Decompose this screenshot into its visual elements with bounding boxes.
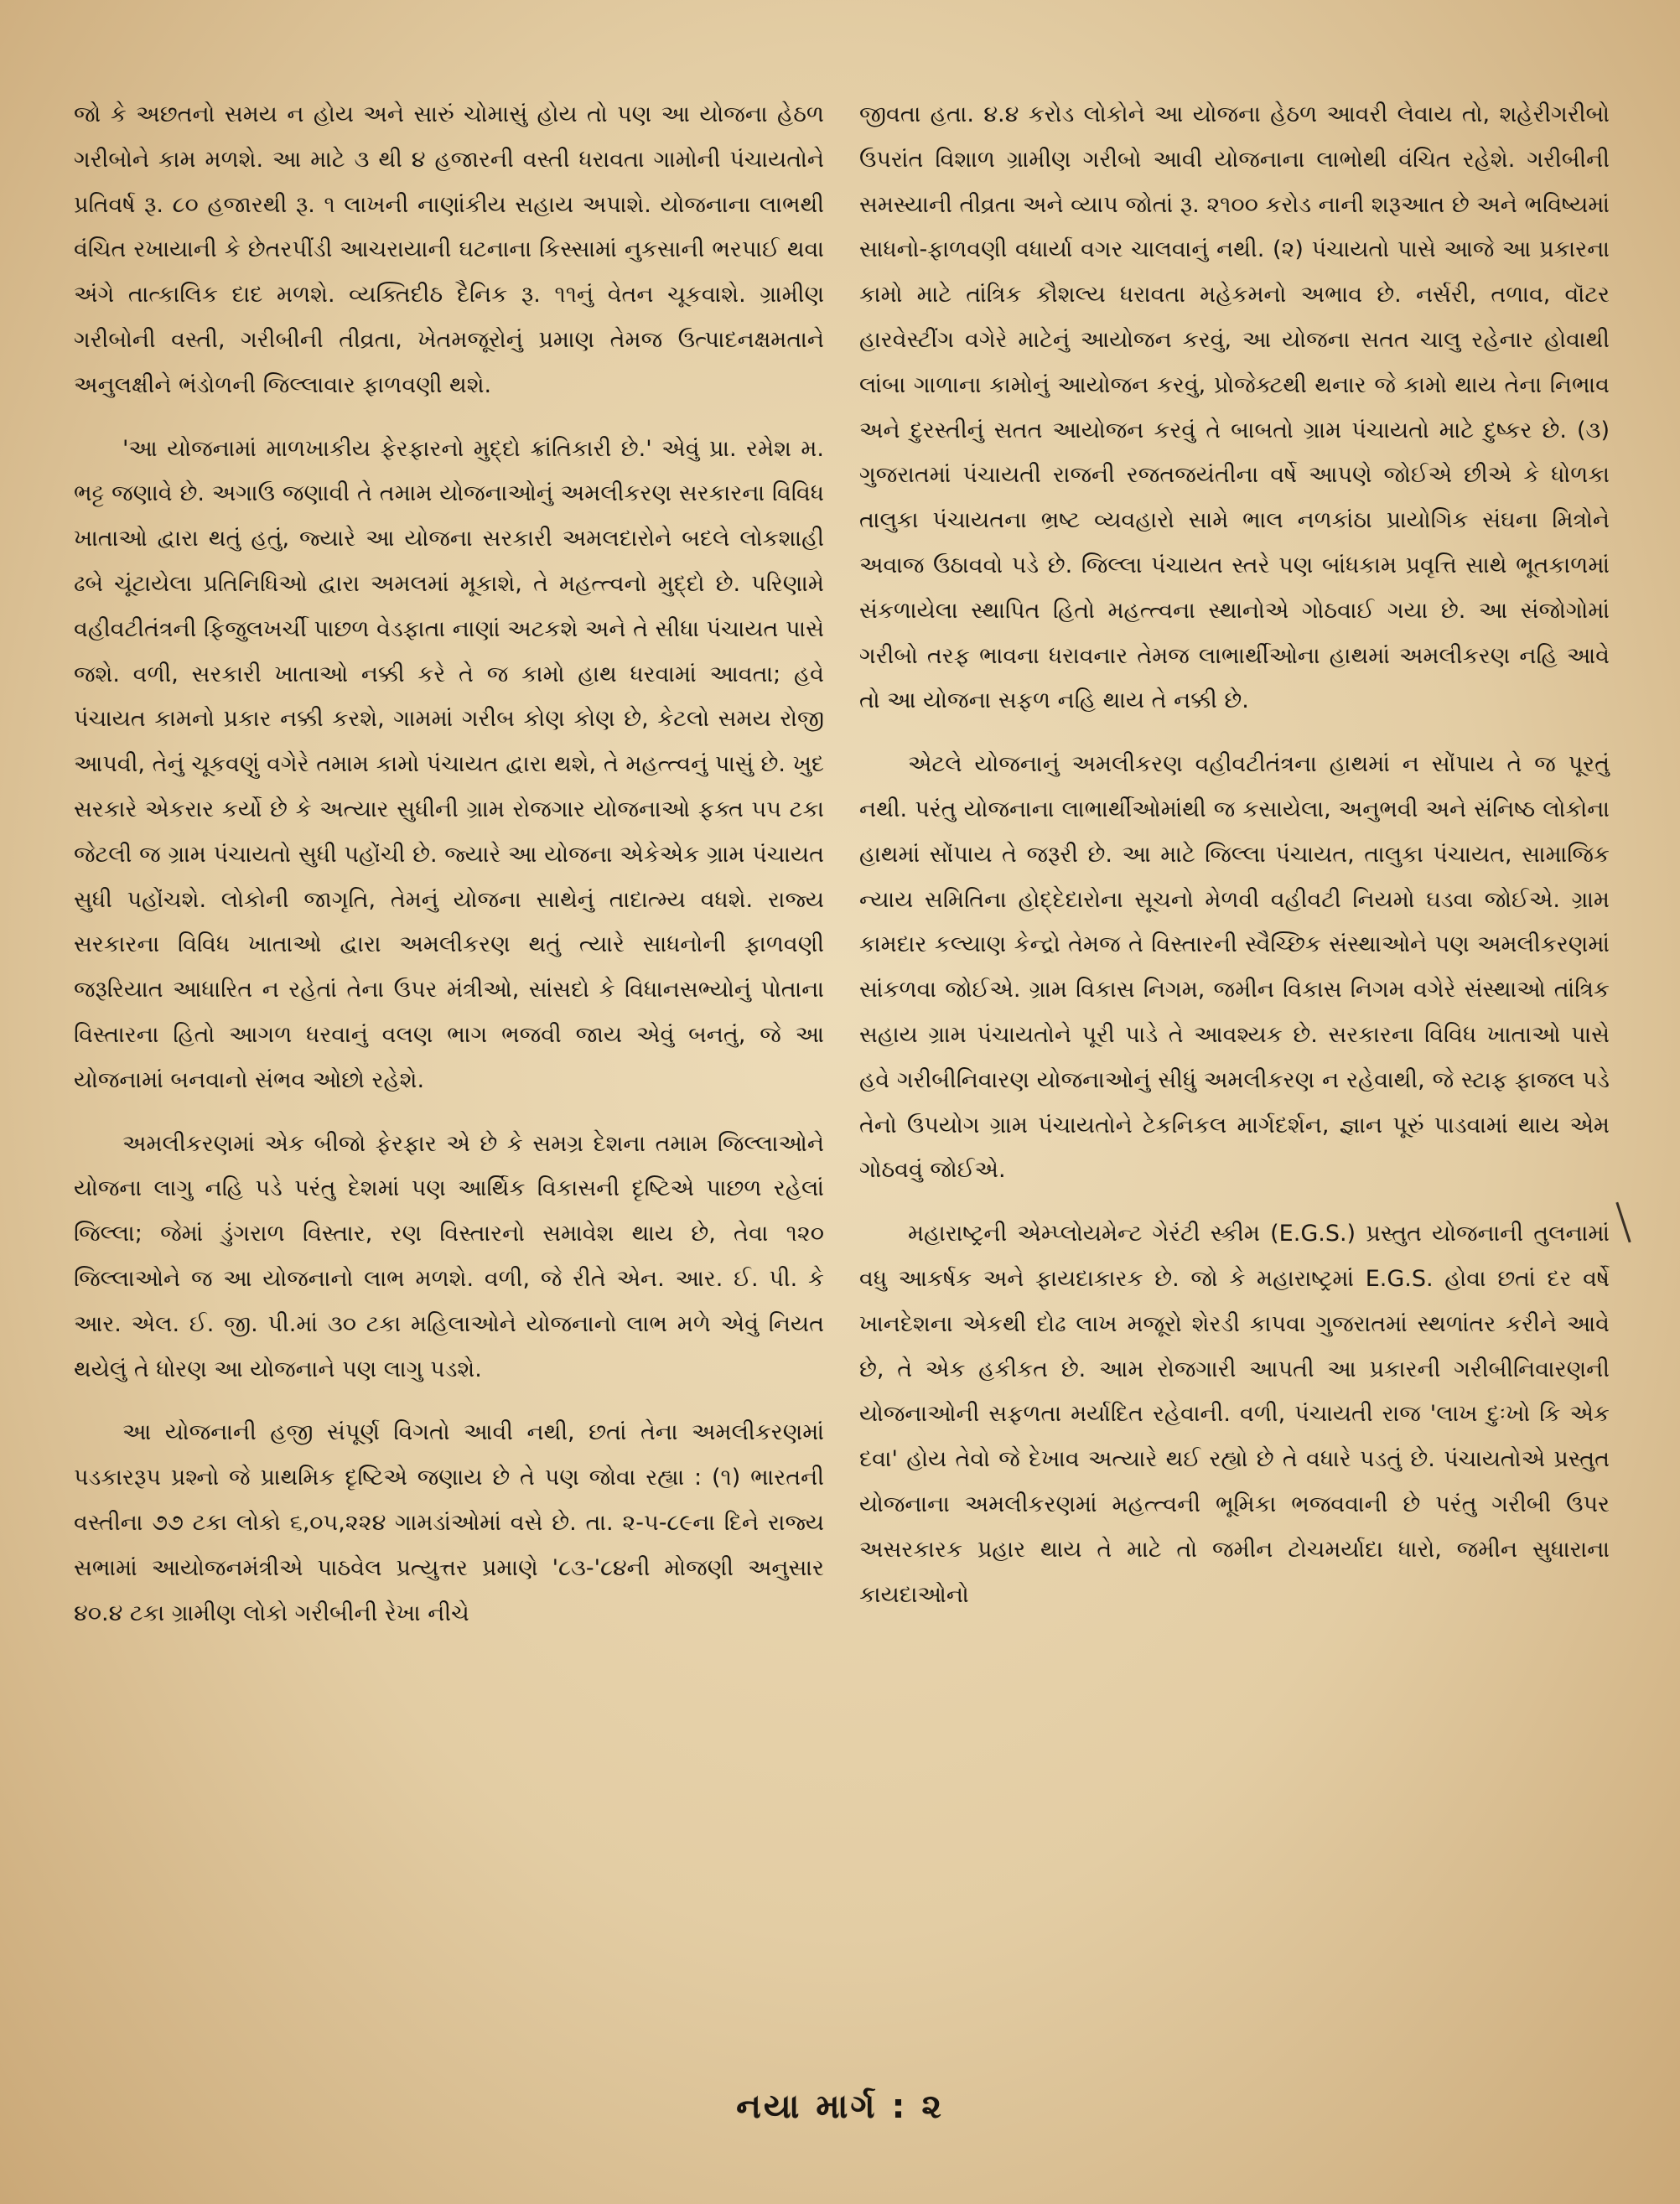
left-paragraph-1: જો કે અછતનો સમય ન હોય અને સારું ચોમાસું હોય તો પણ આ યોજના હેઠળ ગરીબોને કામ મળશે. આ માટે ૩ થી ૪ હજારની વસ્તી ધરાવતા ગામોની પંચાયતોને પ્રતિવર્ષ રૂ. ૮૦ હજારથી રૂ. ૧ લાખની નાણાંકીય સહાય અપાશે. યોજનાના લાભથી વંચિત રખાયાની કે છેતરપીંડી આચરાયાની ઘટનાના કિસ્સામાં નુકસાની ભરપાઈ થવા અંગે તાત્કાલિક દાદ મળશે. વ્યક્તિદીઠ દૈનિક રૂ. ૧૧નું વેતન ચૂકવાશે. ગ્રામીણ ગરીબોની વસ્તી, ગરીબીની તીવ્રતા, ખેતમજૂરોનું પ્રમાણ તેમજ ઉત્પાદનક્ષમતાને અનુલક્ષીને ભંડોળની જિલ્લાવાર ફાળવણી થશે. — [74, 101, 824, 398]
right-paragraph-3: મહારાષ્ટ્રની એમ્પ્લોયમેન્ટ ગેરંટી સ્કીમ (E.G.S.) પ્રસ્તુત યોજનાની તુલનામાં વધુ આકર્ષક અને ફાયદાકારક છે. જો કે મહારાષ્ટ્રમાં E.G.S. હોવા છતાં દર વર્ષે ખાનદેશના એકથી દોઢ લાખ મજૂરો શેરડી કાપવા ગુજરાતમાં સ્થળાંતર કરીને આવે છે, તે એક હકીકત છે. આમ રોજગારી આપતી આ પ્રકારની ગરીબીનિવારણની યોજનાઓની સફળતા મર્યાદિત રહેવાની. વળી, પંચાયતી રાજ 'લાખ દુઃખો કિ એક દવા' હોય તેવો જે દેખાવ અત્યારે થઈ રહ્યો છે તે વધારે પડતું છે. પંચાયતોએ પ્રસ્તુત યોજનાના અમલીકરણમાં મહત્ત્વની ભૂમિકા ભજવવાની છે પરંતુ ગરીબી ઉપર અસરકારક પ્રહાર થાય તે માટે તો જમીન ટોચમર્યાદા ધારો, જમીન સુધારાના કાયદાઓનો — [859, 1221, 1610, 1608]
right-paragraph-2: એટલે યોજનાનું અમલીકરણ વહીવટીતંત્રના હાથમાં ન સોંપાય તે જ પૂરતું નથી. પરંતુ યોજનાના લાભાર્થીઓમાંથી જ કસાયેલા, અનુભવી અને સંનિષ્ઠ લોકોના હાથમાં સોંપાય તે જરૂરી છે. આ માટે જિલ્લા પંચાયત, તાલુકા પંચાયત, સામાજિક ન્યાય સમિતિના હોદ્દેદારોના સૂચનો મેળવી વહીવટી નિયમો ઘડવા જોઈએ. ગ્રામ કામદાર કલ્યાણ કેન્દ્રો તેમજ તે વિસ્તારની સ્વૈચ્છિક સંસ્થાઓને પણ અમલીકરણમાં સાંકળવા જોઈએ. ગ્રામ વિકાસ નિગમ, જમીન વિકાસ નિગમ વગેરે સંસ્થાઓ તાંત્રિક સહાય ગ્રામ પંચાયતોને પૂરી પાડે તે આવશ્યક છે. સરકારના વિવિધ ખાતાઓ પાસે હવે ગરીબીનિવારણ યોજનાઓનું સીધું અમલીકરણ ન રહેવાથી, જે સ્ટાફ ફાજલ પડે તેનો ઉપયોગ ગ્રામ પંચાયતોને ટેકનિકલ માર્ગદર્શન, જ્ઞાન પૂરું પાડવામાં થાય એમ ગોઠવવું જોઈએ. — [859, 751, 1610, 1184]
left-paragraph-2: 'આ યોજનામાં માળખાકીય ફેરફારનો મુદ્દો ક્રાંતિકારી છે.' એવું પ્રા. રમેશ મ. ભટ્ટ જણાવે છે. અગાઉ જણાવી તે તમામ યોજનાઓનું અમલીકરણ સરકારના વિવિધ ખાતાઓ દ્વારા થતું હતું, જ્યારે આ યોજના સરકારી અમલદારોને બદલે લોકશાહી ઢબે ચૂંટાયેલા પ્રતિનિધિઓ દ્વારા અમલમાં મૂકાશે, તે મહત્ત્વનો મુદ્દો છે. પરિણામે વહીવટીતંત્રની ફિજુલખર્ચી પાછળ વેડફાતા નાણાં અટકશે અને તે સીધા પંચાયત પાસે જશે. વળી, સરકારી ખાતાઓ નક્કી કરે તે જ કામો હાથ ધરવામાં આવતા; હવે પંચાયત કામનો પ્રકાર નક્કી કરશે, ગામમાં ગરીબ કોણ કોણ છે, કેટલો સમય રોજી આપવી, તેનું ચૂકવણું વગેરે તમામ કામો પંચાયત દ્વારા થશે, તે મહત્ત્વનું પાસું છે. ખુદ સરકારે એકરાર કર્યો છે કે અત્યાર સુધીની ગ્રામ રોજગાર યોજનાઓ ફક્ત ૫૫ ટકા જેટલી જ ગ્રામ પંચાયતો સુધી પહોંચી છે. જ્યારે આ યોજના એકેએક ગ્રામ પંચાયત સુધી પહોંચશે. લોકોની જાગૃતિ, તેમનું યોજના સાથેનું તાદાત્મ્ય વધશે. રાજ્ય સરકારના વિવિધ ખાતાઓ દ્વારા અમલીકરણ થતું ત્યારે સાધનોની ફાળવણી જરૂરિયાત આધારિત ન રહેતાં તેના ઉપર મંત્રીઓ, સાંસદો કે વિધાનસભ્યોનું પોતાના વિસ્તારના હિતો આગળ ધરવાનું વલણ ભાગ ભજવી જાય એવું બનતું, જે આ યોજનામાં બનવાનો સંભવ ઓછો રહેશે. — [74, 435, 824, 1093]
left-column — [74, 92, 824, 1654]
margin-pen-mark — [1615, 1202, 1631, 1242]
left-paragraph-4: આ યોજનાની હજી સંપૂર્ણ વિગતો આવી નથી, છતાં તેના અમલીકરણમાં પડકારરૂપ પ્રશ્નો જે પ્રાથમિક દૃષ્ટિએ જણાય છે તે પણ જોવા રહ્યા : (૧) ભારતની વસ્તીના ૭૭ ટકા લોકો ૬,૦૫,૨૨૪ ગામડાંઓમાં વસે છે. તા. ૨-૫-૮૯ના દિને રાજ્ય સભામાં આયોજનમંત્રીએ પાઠવેલ પ્રત્યુત્તર પ્રમાણે '૮૩-'૮૪ની મોજણી અનુસાર ૪૦.૪ ટકા ગ્રામીણ લોકો ગરીબીની રેખા નીચે — [74, 1419, 824, 1626]
right-column — [859, 92, 1610, 1636]
right-paragraph-1: જીવતા હતા. ૪.૪ કરોડ લોકોને આ યોજના હેઠળ આવરી લેવાય તો, શહેરીગરીબો ઉપરાંત વિશાળ ગ્રામીણ ગરીબો આવી યોજનાના લાભોથી વંચિત રહેશે. ગરીબીની સમસ્યાની તીવ્રતા અને વ્યાપ જોતાં રૂ. ૨૧૦૦ કરોડ નાની શરૂઆત છે અને ભવિષ્યમાં સાધનો-ફાળવણી વધાર્યા વગર ચાલવાનું નથી. (૨) પંચાયતો પાસે આજે આ પ્રકારના કામો માટે તાંત્રિક કૌશલ્ય ધરાવતા મહેકમનો અભાવ છે. નર્સરી, તળાવ, વૉટર હારવેસ્ટીંગ વગેરે માટેનું આયોજન કરવું, આ યોજના સતત ચાલુ રહેનાર હોવાથી લાંબા ગાળાના કામોનું આયોજન કરવું, પ્રોજેક્ટથી થનાર જે કામો થાય તેના નિભાવ અને દુરસ્તીનું સતત આયોજન કરવું તે બાબતો ગ્રામ પંચાયતો માટે દુષ્કર છે. (૩) ગુજરાતમાં પંચાયતી રાજની રજતજયંતીના વર્ષે આપણે જોઈએ છીએ કે ધોળકા તાલુકા પંચાયતના ભ્રષ્ટ વ્યવહારો સામે ભાલ નળકાંઠા પ્રાયોગિક સંઘના મિત્રોને અવાજ ઉઠાવવો પડે છે. જિલ્લા પંચાયત સ્તરે પણ બાંધકામ પ્રવૃત્તિ સાથે ભૂતકાળમાં સંકળાયેલા સ્થાપિત હિતો મહત્ત્વના સ્થાનોએ ગોઠવાઈ ગયા છે. આ સંજોગોમાં ગરીબો તરફ ભાવના ધરાવનાર તેમજ લાભાર્થીઓના હાથમાં અમલીકરણ નહિ આવે તો આ યોજના સફળ નહિ થાય તે નક્કી છે. — [859, 101, 1610, 714]
left-paragraph-3: અમલીકરણમાં એક બીજો ફેરફાર એ છે કે સમગ્ર દેશના તમામ જિલ્લાઓને યોજના લાગુ નહિ પડે પરંતુ દેશમાં પણ આર્થિક વિકાસની દૃષ્ટિએ પાછળ રહેલાં જિલ્લા; જેમાં ડુંગરાળ વિસ્તાર, રણ વિસ્તારનો સમાવેશ થાય છે, તેવા ૧૨૦ જિલ્લાઓને જ આ યોજનાનો લાભ મળશે. વળી, જે રીતે એન. આર. ઈ. પી. કે આર. એલ. ઈ. જી. પી.માં ૩૦ ટકા મહિલાઓને યોજનાનો લાભ મળે એવું નિયત થયેલું તે ધોરણ આ યોજનાને પણ લાગુ પડશે. — [74, 1130, 824, 1382]
page-folio: નયા માર્ગ : ૨ — [736, 2087, 944, 2126]
